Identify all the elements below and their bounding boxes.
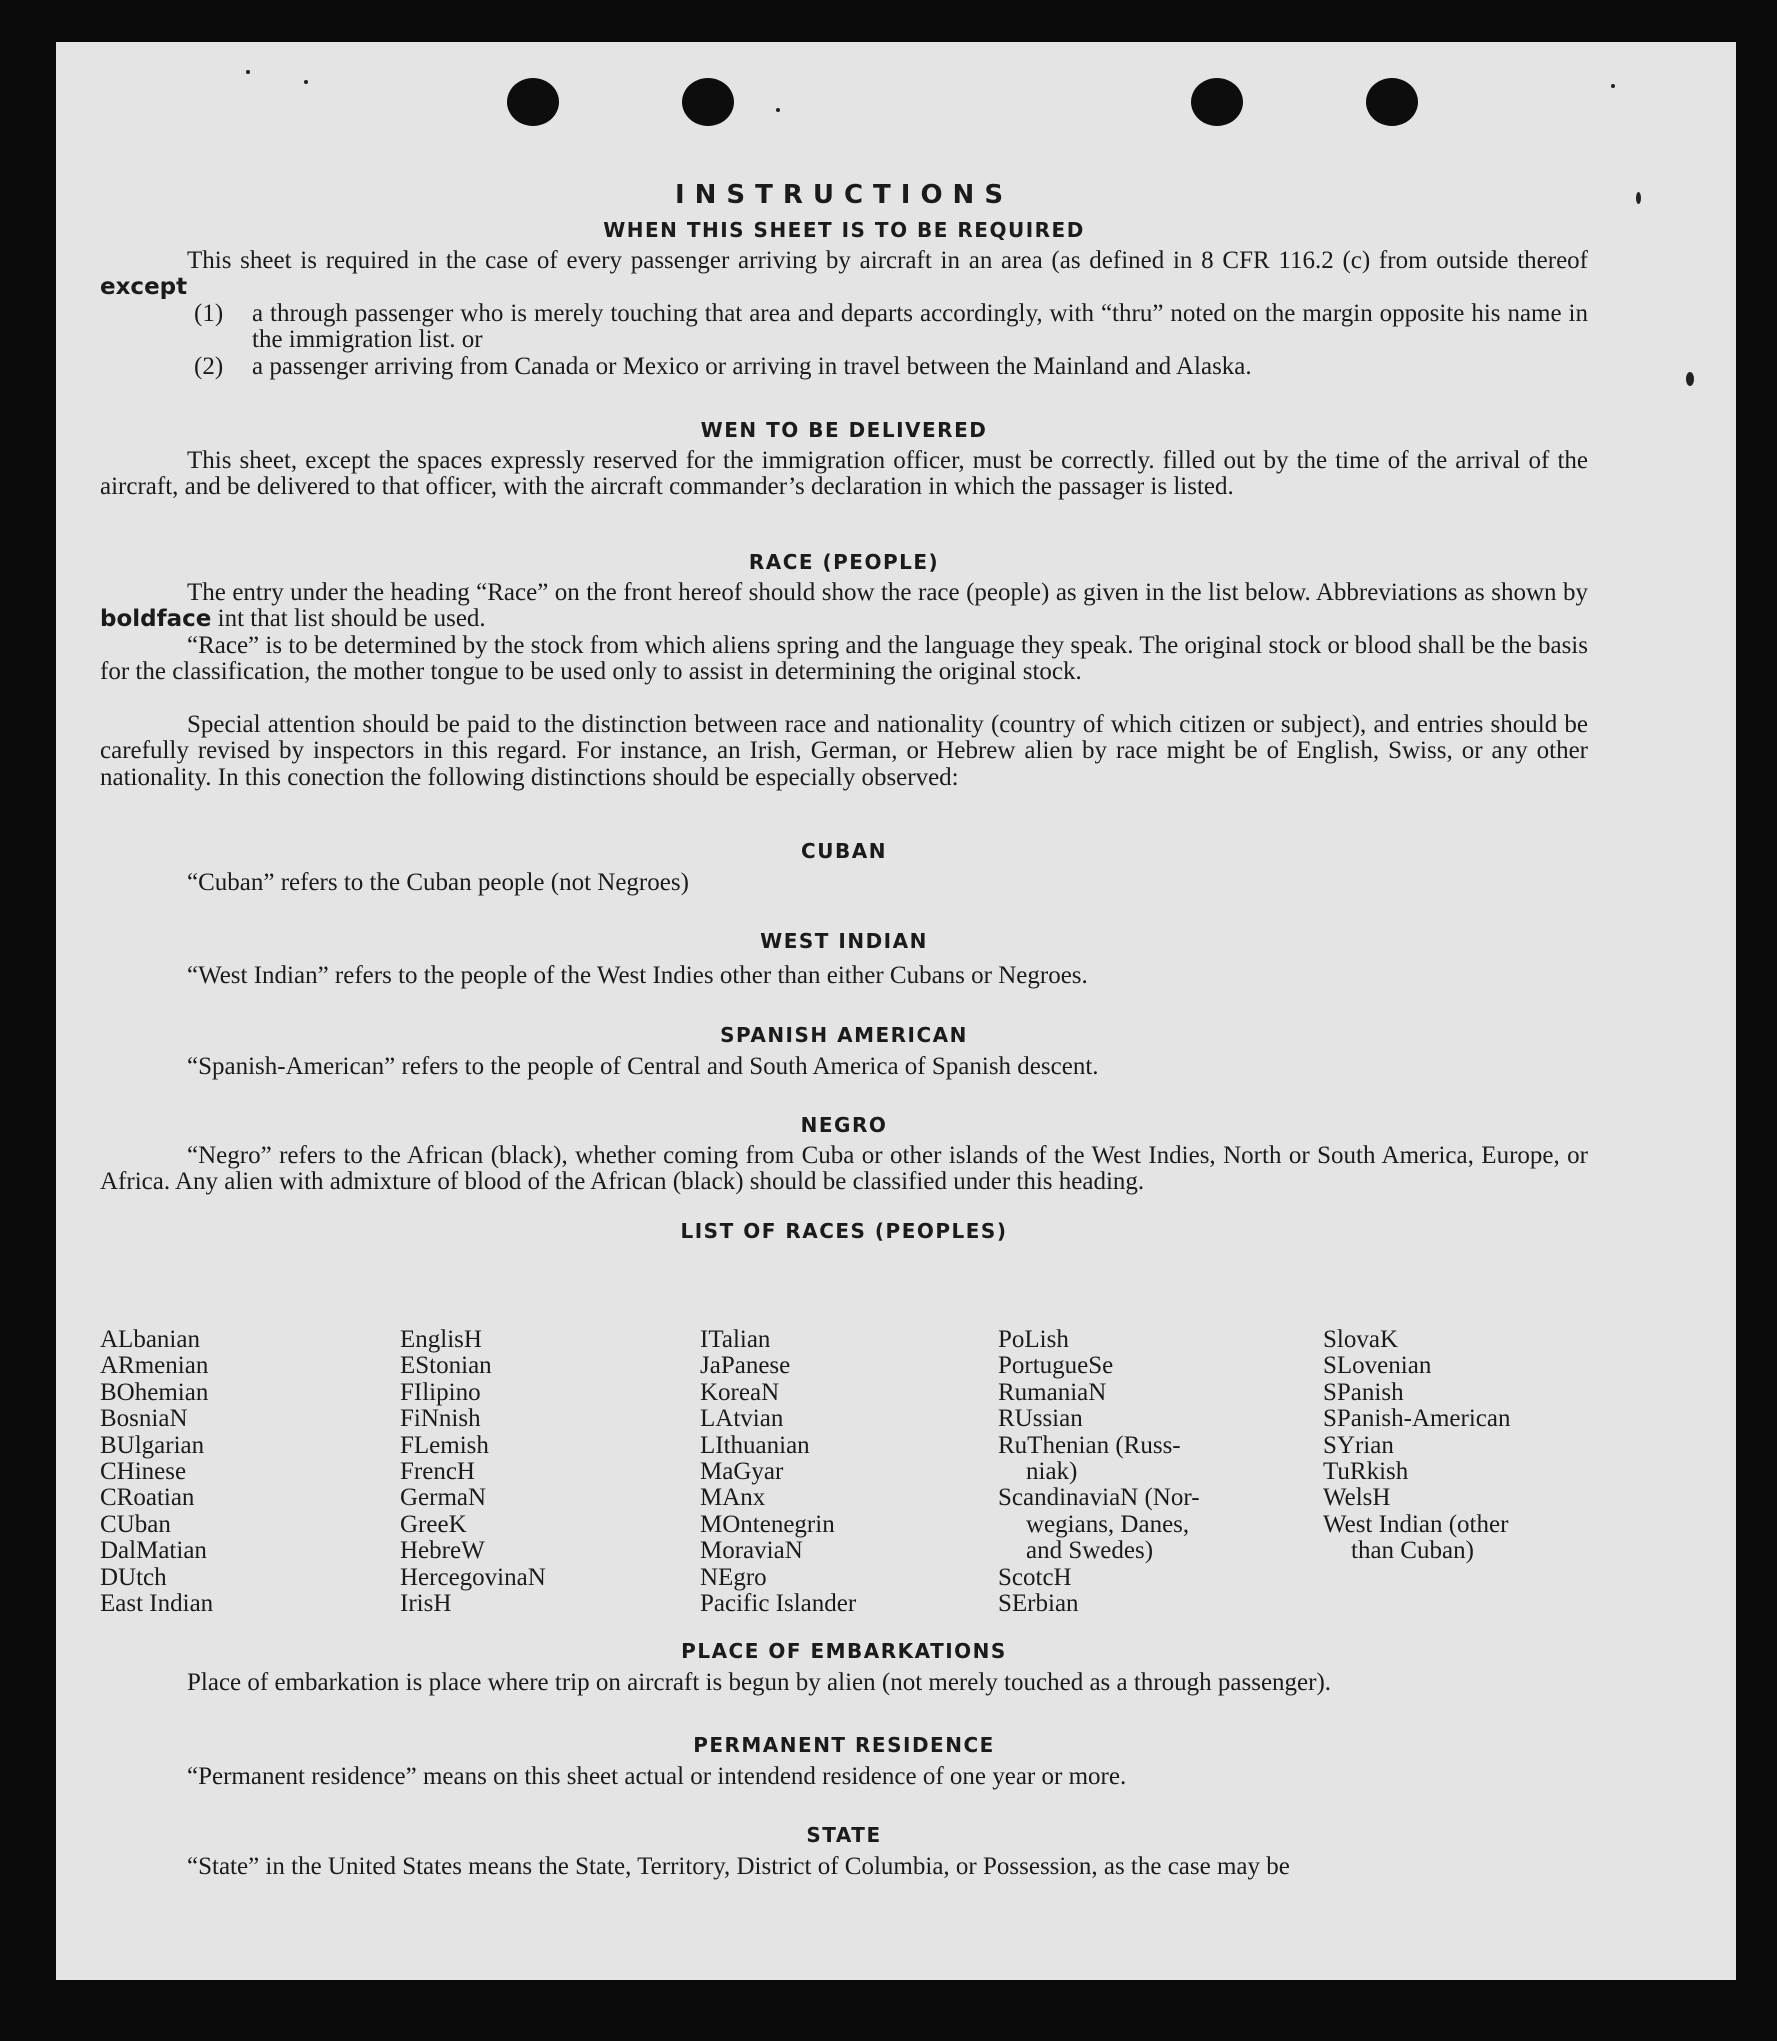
race-entry: BUlgarian: [100, 1431, 205, 1459]
race-entry: LAtvian: [700, 1405, 784, 1433]
except-bold: except: [100, 274, 188, 301]
scan-speck: [1686, 372, 1694, 386]
race-entry: EnglisH: [400, 1326, 482, 1353]
race-entry: FIlipino: [400, 1378, 481, 1406]
residence-paragraph: “Permanent residence” means on this sheet actual or intendend residence of one year or more.: [187, 1763, 1127, 1790]
race-entry: TuRkish: [1323, 1458, 1409, 1486]
west-indian-paragraph: “West Indian” refers to the people of the West Indies other than either Cubans or Negroes.: [187, 962, 1088, 989]
race-entry: MOntenegrin: [700, 1510, 835, 1538]
permanent-residence-heading: PERMANENT RESIDENCE: [693, 1733, 995, 1757]
state-paragraph: “State” in the United States means the State, Territory, District of Columbia, or Possession, as the case may be: [187, 1853, 1290, 1880]
required-paragraph: [100, 248, 1588, 301]
race-entry-continued: and Swedes): [1026, 1537, 1154, 1565]
list-of-races-heading: LIST OF RACES (PEOPLES): [680, 1219, 1008, 1243]
race-entry: RumaniaN: [998, 1378, 1107, 1406]
scan-speck: [246, 70, 250, 74]
race-entry-continued: than Cuban): [1351, 1537, 1474, 1565]
race-entry: FiNnish: [400, 1405, 481, 1433]
race-entry: KoreaN: [700, 1378, 780, 1406]
scan-speck: [304, 80, 308, 84]
west-indian-heading: WEST INDIAN: [760, 929, 928, 953]
races-column-4: [998, 1327, 1200, 1617]
race-entry: IrisH: [400, 1590, 452, 1618]
race-entry: PoLish: [998, 1326, 1069, 1353]
race-entry: PortugueSe: [998, 1352, 1114, 1380]
races-column-2: [400, 1327, 546, 1617]
negro-heading: NEGRO: [800, 1113, 888, 1137]
race-paragraph-2: “Race” is to be determined by the stock from which aliens spring and the language they speak. The original stock or blood shall be the basis for the classification, the mother tongue to be used only to assist in determining the original stock.: [100, 632, 1588, 686]
race-entry: BOhemian: [100, 1378, 209, 1406]
punch-hole: [507, 78, 559, 126]
race-paragraph-1: [100, 580, 1588, 633]
scan-speck: [1611, 84, 1615, 88]
when-delivered-heading: WEN TO BE DELIVERED: [700, 418, 988, 442]
race-entry: DalMatian: [100, 1537, 207, 1565]
document-sheet: [56, 42, 1736, 1980]
race-entry: EStonian: [400, 1352, 492, 1380]
race-entry: NEgro: [700, 1563, 767, 1591]
race-entry: SYrian: [1323, 1431, 1394, 1459]
punch-hole: [682, 78, 734, 126]
race-entry: ALbanian: [100, 1326, 200, 1353]
race-p1-text-end: int that list should be used.: [217, 605, 486, 633]
instructions-title: INSTRUCTIONS: [674, 180, 1014, 210]
race-entry: ITalian: [700, 1326, 771, 1353]
race-entry: MAnx: [700, 1484, 766, 1512]
cuban-heading: CUBAN: [801, 839, 887, 863]
race-entry: ScandinaviaN (Nor-: [998, 1484, 1200, 1512]
race-paragraph-3: Special attention should be paid to the distinction between race and nationality (country of which citizen or subject), and entries should be carefully revised by inspectors in this regard. For instance, an Irish, German, or Hebrew alien by race might be of English, Swiss, or any other nationality. In this conection the following distinctions should be especially observed:: [100, 711, 1588, 791]
scan-speck: [1636, 192, 1641, 204]
race-entry: CUban: [100, 1510, 171, 1538]
race-entry: SErbian: [998, 1590, 1079, 1618]
race-entry: RuThenian (Russ-: [998, 1431, 1181, 1459]
races-column-3: [700, 1327, 856, 1617]
spanish-american-heading: SPANISH AMERICAN: [720, 1023, 968, 1047]
race-entry: RUssian: [998, 1405, 1083, 1433]
race-entry-continued: wegians, Danes,: [1026, 1510, 1190, 1538]
race-entry: MaGyar: [700, 1458, 784, 1486]
race-entry: LIthuanian: [700, 1431, 810, 1459]
race-entry: HercegovinaN: [400, 1563, 546, 1591]
item-number: (2): [194, 353, 224, 380]
state-heading: STATE: [806, 1823, 882, 1847]
races-column-1: [100, 1327, 213, 1617]
required-intro: This sheet is required in the case of every passenger arriving by aircraft in an area (as defined in 8 CFR 116.2 (c) from outside thereof: [187, 247, 1588, 274]
race-heading: RACE (PEOPLE): [748, 550, 940, 574]
exception-item-1: [194, 300, 1588, 354]
race-entry: JaPanese: [700, 1352, 791, 1380]
race-entry: ScotcH: [998, 1563, 1072, 1591]
place-of-embarkations-heading: PLACE OF EMBARKATIONS: [681, 1639, 1007, 1663]
cuban-paragraph: “Cuban” refers to the Cuban people (not Negroes): [187, 869, 689, 896]
race-entry: Pacific Islander: [700, 1590, 857, 1618]
embarkation-paragraph: Place of embarkation is place where trip on aircraft is begun by alien (not merely touched as a through passenger).: [187, 1669, 1332, 1696]
race-entry: FrencH: [400, 1458, 475, 1486]
punch-hole: [1366, 78, 1418, 126]
race-entry: SPanish: [1323, 1378, 1404, 1406]
race-entry: SPanish-American: [1323, 1405, 1511, 1433]
punch-hole: [1191, 78, 1243, 126]
item-number: (1): [194, 300, 224, 327]
race-entry: East Indian: [100, 1590, 214, 1618]
negro-paragraph: “Negro” refers to the African (black), whether coming from Cuba or other islands of the West Indies, North or South America, Europe, or Africa. Any alien with admixture of blood of the African (black) should be classified under this heading.: [100, 1142, 1588, 1196]
race-entry: SlovaK: [1323, 1326, 1398, 1353]
race-entry-continued: niak): [1026, 1458, 1078, 1486]
race-entry: HebreW: [400, 1537, 485, 1565]
boldface-word: boldface: [100, 606, 212, 633]
race-entry: BosniaN: [100, 1405, 188, 1433]
race-entry: WelsH: [1323, 1484, 1391, 1512]
race-entry: SLovenian: [1323, 1352, 1432, 1380]
exception-item-2: [194, 353, 1588, 380]
race-entry: GreeK: [400, 1510, 467, 1538]
race-entry: CHinese: [100, 1458, 187, 1486]
races-column-5: [1323, 1327, 1510, 1565]
race-entry: GermaN: [400, 1484, 487, 1512]
item-text: a through passenger who is merely touching that area and departs accordingly, with “thru” noted on the margin opposite his name in the immigration list. or: [252, 300, 1588, 354]
scan-speck: [776, 108, 780, 112]
when-required-heading: WHEN THIS SHEET IS TO BE REQUIRED: [603, 218, 1085, 242]
race-entry: FLemish: [400, 1431, 489, 1459]
race-p1-text: The entry under the heading “Race” on the front hereof should show the race (people) as given in the list below. Abbreviations as shown by: [187, 579, 1588, 606]
spanish-american-paragraph: “Spanish-American” refers to the people of Central and South America of Spanish descent.: [187, 1053, 1099, 1080]
race-entry: CRoatian: [100, 1484, 195, 1512]
race-entry: DUtch: [100, 1563, 167, 1591]
item-text: a passenger arriving from Canada or Mexico or arriving in travel between the Mainland and Alaska.: [252, 353, 1252, 380]
race-entry: MoraviaN: [700, 1537, 803, 1565]
delivered-paragraph: This sheet, except the spaces expressly reserved for the immigration officer, must be correctly. filled out by the time of the arrival of the aircraft, and be delivered to that officer, with the aircraft commander’s declaration in which the passager is listed.: [100, 447, 1588, 501]
race-entry: West Indian (other: [1323, 1510, 1509, 1538]
race-entry: ARmenian: [100, 1352, 209, 1380]
